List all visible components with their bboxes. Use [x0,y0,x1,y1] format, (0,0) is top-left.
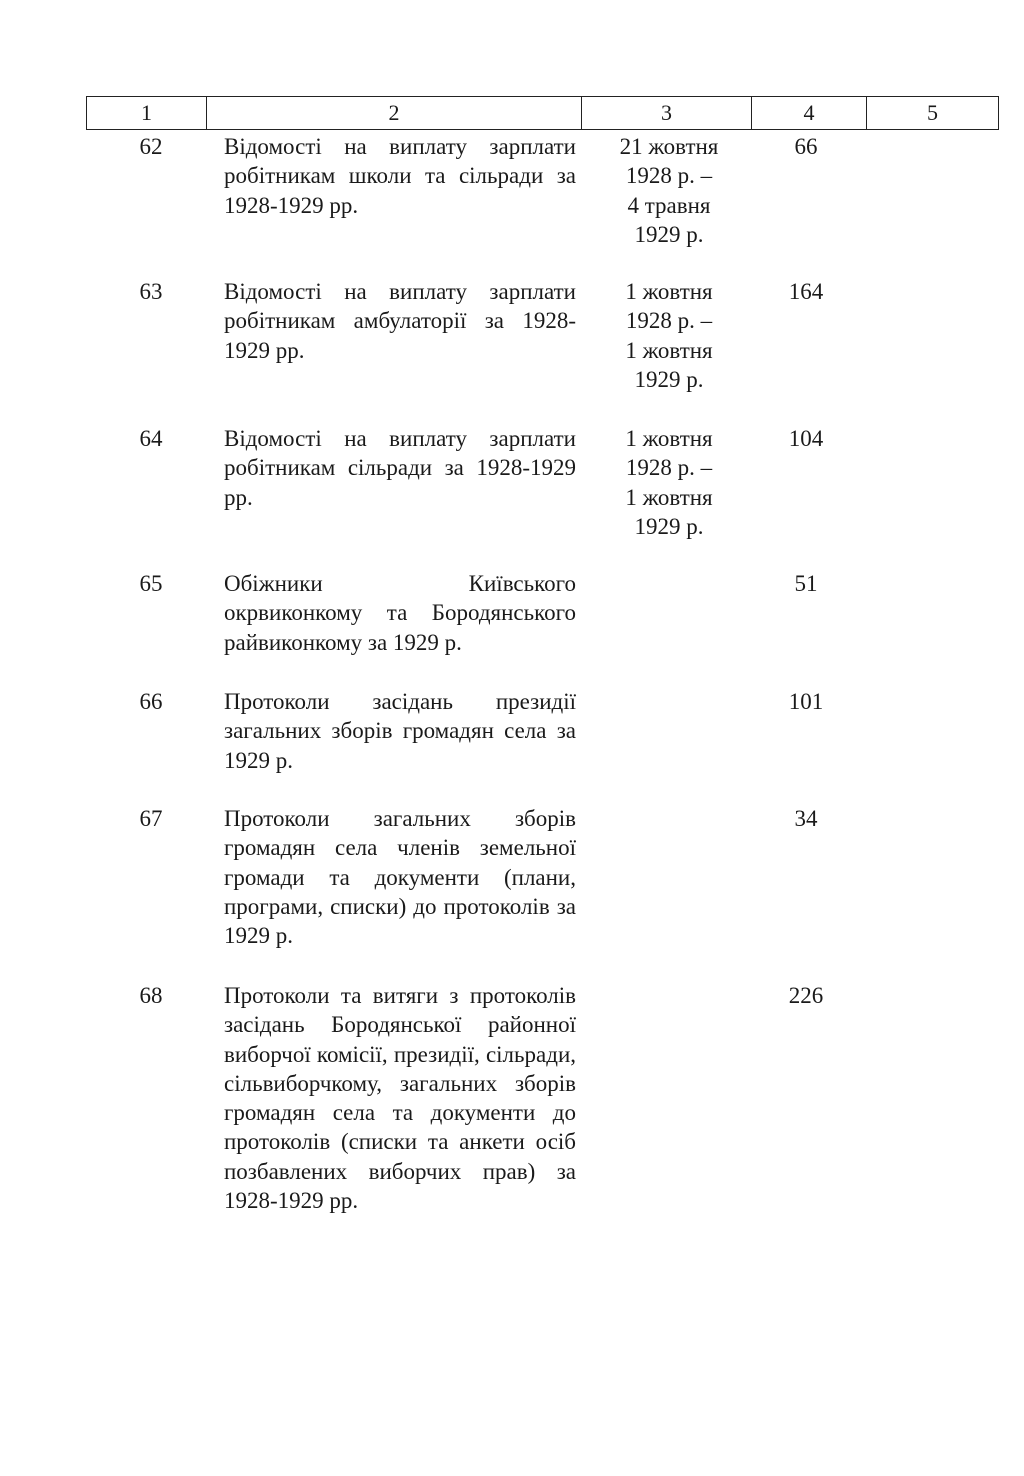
row-date-range [594,424,744,541]
row-title: Протоколи загальних зборів громадян села членів земельної громади та документи (плани, програми, списки) до протоколів за 1929 р. [224,806,576,949]
row-page-count: 226 [788,983,824,1008]
row-page-count: 164 [788,279,824,304]
row-date-range [594,277,744,394]
row-title: Протоколи засідань президії загальних зборів громадян села за 1929 р. [224,689,576,773]
date-line: 1 жовтня [625,279,713,304]
row-page-count: 51 [794,571,818,596]
table-header-row [86,96,999,130]
date-line: 4 травня [627,192,711,218]
row-title: Відомості на виплату зарплати робітникам сільради за 1928-1929 рр. [224,426,576,510]
row-number: 68 [139,983,163,1008]
header-cell-4: 4 [752,97,867,129]
row-title: Обіжники Київського окрвиконкому та Бородянського райвиконкому за 1929 р. [224,571,576,655]
row-number: 63 [139,279,163,304]
row-page-count: 34 [794,806,818,831]
date-line: 1928 р. – [625,163,713,189]
date-line: 1929 р. [634,366,704,392]
header-cell-5: 5 [927,100,938,125]
date-line: 1928 р. – [625,308,713,334]
row-page-count: 66 [794,134,818,159]
date-line: 1929 р. [634,513,704,539]
row-title: Відомості на виплату зарплати робітникам школи та сільради за 1928-1929 рр. [224,134,576,218]
date-line: 1 жовтня [625,484,713,510]
row-number: 65 [139,571,163,596]
date-line: 1928 р. – [625,455,713,481]
date-line: 1 жовтня [625,426,713,451]
date-line: 1 жовтня [625,337,713,363]
row-page-count: 104 [788,426,824,451]
row-title: Протоколи та витяги з протоколів засідань Бородянської районної виборчої комісії, президії, сільради, сільвиборчкому, загальних зборів громадян села та документи до протоколів (списки та анкети осіб позбавлених виборчих прав) за 1928-1929 рр. [224,983,576,1214]
row-page-count: 101 [788,689,824,714]
date-line: 1929 р. [634,221,704,247]
header-cell-3: 3 [582,97,752,129]
date-line: 21 жовтня [619,134,719,159]
row-number: 66 [139,689,163,714]
row-number: 62 [139,134,163,159]
header-cell-1: 1 [87,97,207,129]
row-title: Відомості на виплату зарплати робітникам амбулаторії за 1928-1929 рр. [224,279,576,363]
header-cell-2: 2 [207,97,582,129]
row-number: 64 [139,426,163,451]
row-number: 67 [139,806,163,831]
row-date-range [594,132,744,249]
